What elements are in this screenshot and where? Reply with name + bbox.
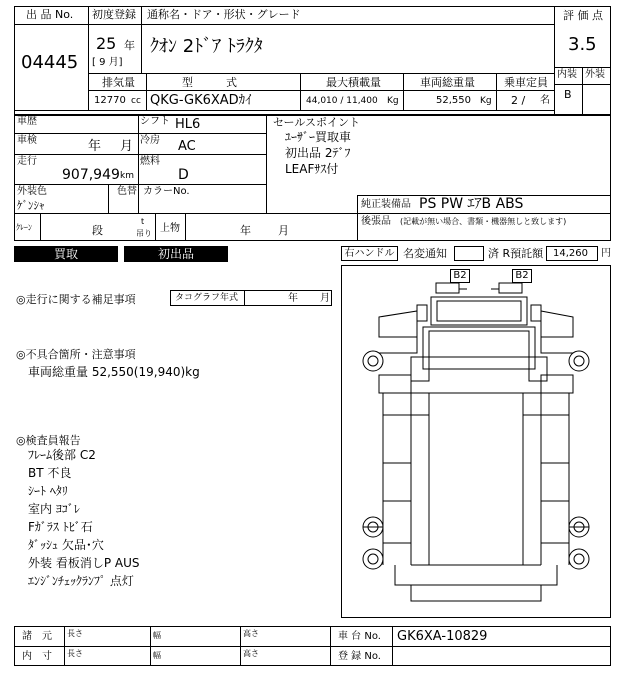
fuel-value: D	[178, 167, 189, 183]
inspection-month: 月	[120, 139, 134, 154]
capacity-unit: 名	[540, 95, 550, 106]
handle-text: 右ハンドル	[344, 248, 395, 259]
inspector-line-1: ﾌﾚｰﾑ後部 C2	[28, 448, 96, 462]
mileage-unit: km	[120, 171, 134, 181]
truck-outline-diagram	[341, 265, 611, 618]
crane-hang: 吊り	[136, 229, 152, 238]
body-label: 上物	[160, 223, 180, 234]
inspector-line-6: ﾀﾞｯｼｭ 欠品･穴	[28, 538, 104, 552]
inspector-line-5: Fｶﾞﾗｽ ﾄﾋﾞ石	[28, 520, 93, 534]
spec-width-label: 幅	[153, 631, 161, 640]
inspector-line-4: 室内 ﾖｺﾞﾚ	[28, 502, 80, 516]
name-change-box	[454, 246, 484, 261]
spec-height-label: 高さ	[243, 629, 259, 638]
capacity-label: 乗車定員	[504, 76, 548, 89]
model-name: ｸｵﾝ 2ﾄﾞｱ ﾄﾗｸﾀ	[150, 36, 263, 57]
max-load-value: 44,010 / 11,400	[306, 96, 378, 106]
capacity-value: 2 /	[511, 94, 526, 107]
equipment-label: 純正装備品	[361, 199, 411, 210]
ext-color-label: 外装色	[17, 186, 47, 197]
max-load-label: 最大積載量	[326, 76, 381, 89]
history-label: 車歴	[17, 116, 37, 127]
damage-mark-right: B2	[512, 269, 532, 283]
lot-label: 出 品 No.	[26, 8, 74, 21]
deposit-unit: 円	[601, 248, 611, 259]
spec-label: 諸 元	[22, 631, 52, 642]
ext-color-value: ｹﾞﾝｼｬ	[17, 199, 45, 212]
shift-label: シフト	[140, 116, 170, 127]
body-year: 年	[240, 224, 251, 237]
first-listing-badge: 初出品	[124, 246, 228, 262]
aftermarket-note: (記載が無い場合、書類・機器無しと致します)	[400, 217, 567, 226]
reg-month: [ 9 月]	[92, 57, 123, 68]
buyback-badge: 買取	[14, 246, 118, 262]
sales-point-line-3: LEAFｻｽ付	[285, 162, 339, 176]
sales-points-label: セールスポイント	[273, 116, 361, 129]
fuel-label: 燃料	[140, 156, 160, 167]
inspector-label: ◎検査員報告	[16, 434, 81, 447]
tacho-year: 年	[288, 293, 298, 304]
color-change-label: 色替	[117, 186, 137, 197]
interior-label: 内装	[557, 69, 577, 80]
registration-label: 登 録 No.	[338, 651, 381, 662]
gross-weight-label: 車両総重量	[420, 76, 475, 89]
displacement-unit: cc	[131, 96, 141, 106]
displacement-label: 排気量	[102, 76, 135, 89]
chassis-label: 車 台 No.	[338, 631, 381, 642]
inspector-line-7: 外装 看板消しP AUS	[28, 556, 140, 570]
name-label: 通称名・ドア・形状・グレード	[147, 8, 301, 21]
inspector-line-3: ｼｰﾄ ﾍﾀﾘ	[28, 484, 68, 498]
lot-number: 04445	[21, 52, 79, 73]
reg-year: 25	[96, 34, 117, 53]
max-load-unit: Kg	[387, 96, 399, 106]
deposit-value: 14,260	[553, 248, 588, 259]
ac-value: AC	[178, 139, 196, 154]
inner-size-label: 内 寸	[22, 651, 52, 662]
mileage-label: 走行	[17, 156, 37, 167]
tacho-label: タコグラフ年式	[175, 293, 239, 303]
gross-weight-value: 52,550	[436, 95, 471, 106]
spec-length-label: 長さ	[67, 629, 83, 638]
crane-stage: 段	[92, 224, 103, 237]
ac-label: 冷房	[140, 135, 160, 146]
inner-length-label: 長さ	[67, 649, 83, 658]
equipment-value: PS PW ｴｱB ABS	[419, 196, 524, 212]
inspector-line-2: BT 不良	[28, 466, 72, 480]
aftermarket-label: 後張品	[361, 216, 391, 227]
grade-label: 評 価 点	[563, 9, 603, 22]
interior-value: B	[564, 88, 572, 101]
first-reg-label: 初度登録	[92, 8, 136, 21]
inspection-label: 車検	[17, 135, 37, 146]
inner-width-label: 幅	[153, 651, 161, 660]
deposit-label: 済 R預託額	[488, 247, 544, 260]
displacement-value: 12770	[94, 95, 126, 106]
reg-year-unit: 年	[124, 39, 135, 52]
tacho-month: 月	[320, 293, 330, 304]
handle-box	[341, 246, 398, 261]
crane-label: ｸﾚｰﾝ	[16, 223, 32, 232]
sales-point-line-2: 初出品 2ﾃﾞﾌ	[285, 146, 351, 160]
mileage-value: 907,949	[62, 167, 120, 183]
inner-height-label: 高さ	[243, 649, 259, 658]
name-change-label: 名変通知	[403, 247, 447, 260]
exterior-label: 外装	[585, 69, 605, 80]
defects-label: ◎不具合箇所・注意事項	[16, 348, 136, 361]
model-code: QKG-GK6XADｶｲ	[150, 93, 252, 108]
inspection-year: 年	[88, 139, 102, 154]
grade-value: 3.5	[568, 34, 597, 55]
driving-notes-label: ◎走行に関する補足事項	[16, 293, 136, 306]
model-label: 型 式	[182, 76, 237, 89]
damage-mark-left: B2	[450, 269, 470, 283]
body-month: 月	[278, 224, 289, 237]
gross-weight-unit: Kg	[480, 96, 492, 106]
defects-text: 車両総重量 52,550(19,940)kg	[28, 365, 200, 379]
crane-t: t	[141, 217, 145, 226]
chassis-value: GK6XA-10829	[397, 629, 488, 644]
sales-point-line-1: ﾕｰｻﾞｰ買取車	[285, 130, 352, 144]
shift-value: HL6	[175, 117, 201, 132]
inspector-line-8: ｴﾝｼﾞﾝﾁｪｯｸﾗﾝﾌﾟ 点灯	[28, 574, 134, 588]
color-no-label: カラーNo.	[143, 186, 190, 197]
